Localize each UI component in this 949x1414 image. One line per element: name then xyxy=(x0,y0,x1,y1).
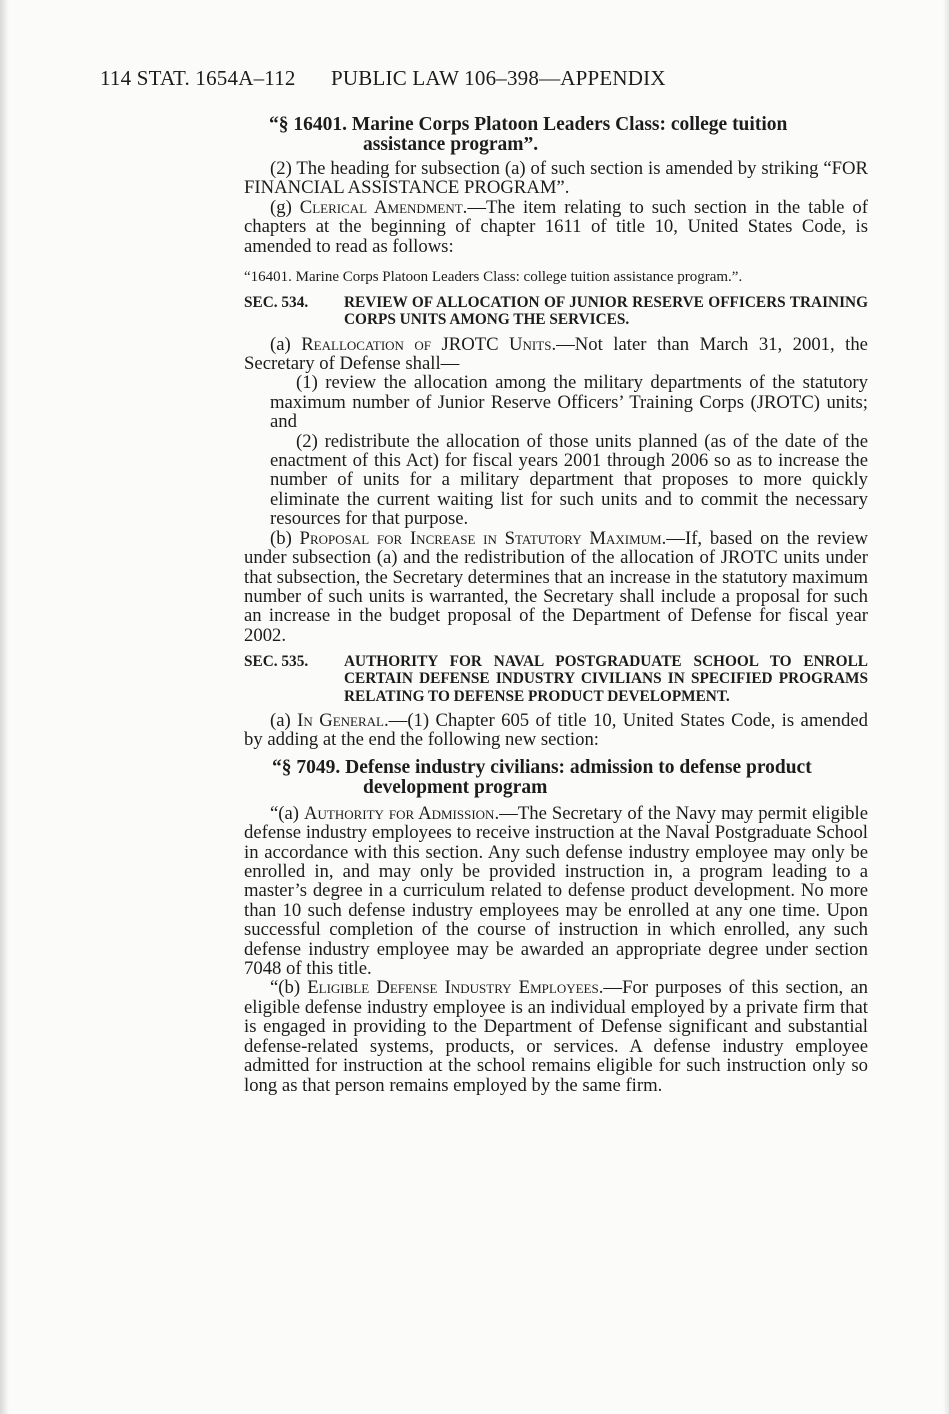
s7049-b-lead: “(b) xyxy=(270,977,308,999)
subsection-b-text: .—If, based on the review under subsection (a) and the redistribution of the allocation of JROTC units under that subsection, the Secretary determines that an increase in the statutory maximum number of such units is warranted, the Secretary shall include a proposal for such an increase in the budget proposal of the Department of Defense for fiscal year 2002. xyxy=(244,527,869,646)
table-of-chapters-entry: “16401. Marine Corps Platoon Leaders Class: college tuition assistance program.”. xyxy=(244,269,743,286)
paragraph-f2: (2) The heading for subsection (a) of such section is amended by striking “FOR FINANCIAL ASSISTANCE PROGRAM”. xyxy=(244,158,868,199)
public-law-reference: PUBLIC LAW 106–398—APPENDIX xyxy=(331,66,666,90)
running-header xyxy=(100,66,666,91)
section-7049-heading: “§ 7049. Defense industry civilians: admission to defense product development program xyxy=(272,756,812,798)
scan-edge-right xyxy=(943,0,949,1414)
s535-a-heading: In General xyxy=(297,710,384,732)
section-16401-heading: “§ 16401. Marine Corps Platoon Leaders Class: college tuition assistance program”. xyxy=(269,114,788,155)
section-534-subsection-a xyxy=(244,335,868,374)
paragraph-g xyxy=(244,198,868,256)
s7049-a-lead: “(a) xyxy=(270,802,304,824)
section-535-title: AUTHORITY FOR NAVAL POSTGRADUATE SCHOOL TO ENROLL CERTAIN DEFENSE INDUSTRY CIVILIANS IN SPECIFIED PROGRAMS RELATING TO DEFENSE PRODUCT DEVELOPMENT. xyxy=(344,653,868,705)
s7049-b-heading: Eligible Defense Industry Employees xyxy=(307,977,599,999)
s535-a-text: .—(1) Chapter 605 of title 10, United States Code, is amended by adding at the end the following new section: xyxy=(244,710,868,751)
statute-reference: 114 STAT. 1654A–112 xyxy=(100,66,296,90)
subsection-a-text: .—Not later than March 31, 2001, the Secretary of Defense shall— xyxy=(244,333,868,375)
section-535-subsection-a xyxy=(244,711,868,750)
section-534-subsection-b xyxy=(244,529,868,645)
subsection-a-lead: (a) xyxy=(270,333,302,355)
section-534-paragraph-2: (2) redistribute the allocation of those units planned (as of the date of the enactment of this Act) for fiscal years 2001 through 2006 so as to increase the number of units for a military department that proposes to more quickly eliminate the current waiting list for such units and to commit the necessary resources for that purpose. xyxy=(270,430,868,530)
section-535-number: SEC. 535. xyxy=(244,653,309,671)
s7049-b-text: .—For purposes of this section, an eligible defense industry employee is an individual employed by a private firm that is engaged in providing to the Department of Defense significant and substantial defense-related systems, products, or services. A defense industry employee admitted for instruction at the school remains eligible for such instruction only so long as that person remains employed by the same firm. xyxy=(244,977,868,1096)
paragraph-g-text: .—The item relating to such section in the table of chapters at the beginning of chapter 1611 of title 10, United States Code, is amended to read as follows: xyxy=(244,196,868,257)
section-534-paragraph-1: (1) review the allocation among the military departments of the statutory maximum number of Junior Reserve Officers’ Training Corps (JROTC) units; and xyxy=(270,372,868,433)
s7049-a-heading: Authority for Admission xyxy=(304,802,495,824)
paragraph-g-lead: (g) xyxy=(270,196,300,218)
page-body xyxy=(244,115,868,1095)
s7049-a-text: .—The Secretary of the Navy may permit eligible defense industry employees to receive instruction at the Naval Postgraduate School in accordance with this section. Any such defense industry employee may only be enrolled in, and may only be provided instruction in, a program leading to a master’s degree in a curriculum related to defense product development. No more than 10 such defense industry employees may be enrolled at any one time. Upon successful completion of the course of instruction in which enrolled, any such defense industry employee may be awarded an appropriate degree under section 7048 of this title. xyxy=(244,802,868,980)
section-7049-subsection-a xyxy=(244,804,868,979)
section-7049-subsection-b xyxy=(244,978,868,1094)
paragraph-g-heading: Clerical Amendment xyxy=(299,196,463,218)
subsection-b-heading: Proposal for Increase in Statutory Maximum xyxy=(299,527,662,549)
scan-edge-left xyxy=(0,0,9,1414)
section-535-heading xyxy=(244,653,868,705)
subsection-a-heading: Reallocation of JROTC Units xyxy=(301,333,552,355)
subsection-b-lead: (b) xyxy=(270,527,300,549)
section-534-number: SEC. 534. xyxy=(244,294,309,312)
s535-a-lead: (a) xyxy=(270,710,298,732)
section-534-title: REVIEW OF ALLOCATION OF JUNIOR RESERVE OFFICERS TRAINING CORPS UNITS AMONG THE SERVICES. xyxy=(344,294,868,329)
section-534-heading xyxy=(244,294,868,329)
